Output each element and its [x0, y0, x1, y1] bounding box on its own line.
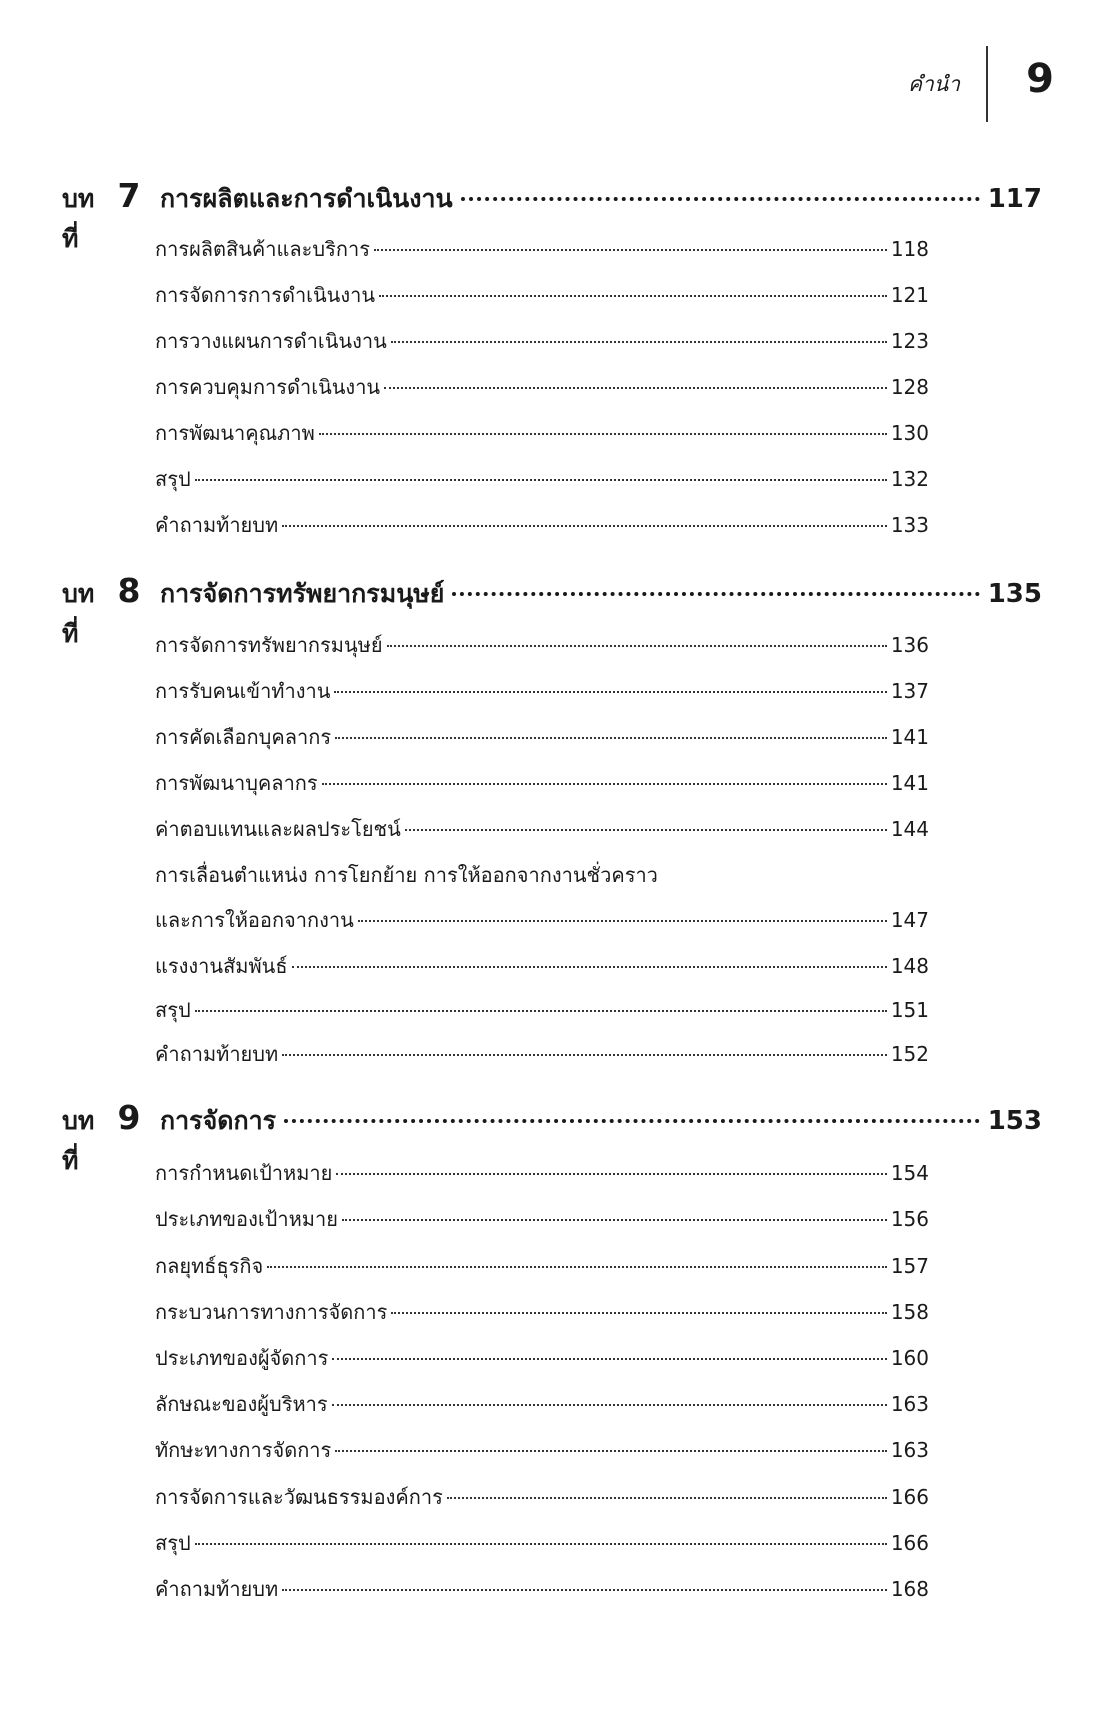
toc-entry	[155, 1342, 929, 1372]
toc-entry	[155, 813, 929, 843]
dot-leader	[292, 966, 887, 968]
running-header-label: คำนำ	[908, 72, 960, 96]
entry-page: 137	[890, 679, 929, 703]
toc-entry	[155, 463, 929, 493]
dot-leader	[447, 1497, 887, 1499]
toc-entry	[155, 1481, 929, 1511]
entry-page: 160	[890, 1346, 929, 1370]
page-number: 9	[1026, 56, 1054, 102]
dot-leader	[374, 249, 887, 251]
entry-title: ลักษณะของผู้บริหาร	[155, 1392, 328, 1416]
entry-page: 158	[890, 1300, 929, 1324]
entry-page: 128	[890, 375, 929, 399]
entry-title: การกำหนดเป้าหมาย	[155, 1161, 333, 1185]
entry-page: 154	[890, 1161, 929, 1185]
entry-page: 157	[890, 1254, 929, 1278]
entry-page: 118	[890, 237, 929, 261]
entry-title: การคัดเลือกบุคลากร	[155, 725, 332, 749]
dot-leader	[335, 1450, 887, 1452]
toc-entry	[155, 371, 929, 401]
entry-title: สรุป	[155, 1531, 191, 1555]
entry-page: 166	[890, 1531, 929, 1555]
chapter-page: 135	[987, 579, 1042, 609]
header-divider	[986, 46, 988, 122]
dot-leader	[282, 1589, 887, 1591]
entry-page: 123	[890, 329, 929, 353]
dot-leader	[319, 433, 887, 435]
entry-title: การพัฒนาบุคลากร	[155, 771, 318, 795]
entry-title: การวางแผนการดำเนินงาน	[155, 329, 387, 353]
dot-leader	[332, 1358, 886, 1360]
entry-page: 133	[890, 513, 929, 537]
entry-title: คำถามท้ายบท	[155, 1577, 279, 1601]
entry-title-line: การเลื่อนตำแหน่ง การโยกย้าย การให้ออกจากงานชั่วคราว	[155, 863, 658, 887]
entry-title: การจัดการและวัฒนธรรมองค์การ	[155, 1485, 443, 1509]
toc-entry	[155, 1157, 929, 1187]
dot-leader	[322, 783, 887, 785]
entry-page: 163	[890, 1438, 929, 1462]
entry-page: 144	[890, 817, 929, 841]
entry-page: 141	[890, 771, 929, 795]
dot-leader	[282, 525, 887, 527]
chapter-word: บทที่	[62, 579, 95, 648]
entry-title: แรงงานสัมพันธ์	[155, 954, 288, 978]
toc-entry	[155, 767, 929, 797]
dot-leader	[267, 1266, 887, 1268]
dot-leader	[391, 341, 887, 343]
toc-entry	[155, 904, 929, 934]
chapter-title: การจัดการ	[160, 1106, 277, 1135]
toc-entry	[155, 417, 929, 447]
dot-leader	[384, 387, 887, 389]
entry-title: กลยุทธ์ธุรกิจ	[155, 1254, 264, 1278]
entry-title: คำถามท้ายบท	[155, 513, 279, 537]
toc-entry	[155, 325, 929, 355]
toc-entry	[155, 1038, 929, 1068]
dot-leader	[461, 197, 980, 201]
entry-title: ทักษะทางการจัดการ	[155, 1438, 332, 1462]
entry-page: 168	[890, 1577, 929, 1601]
toc-entry	[155, 509, 929, 539]
toc-entry	[155, 994, 929, 1024]
entry-page: 132	[890, 467, 929, 491]
toc-entry	[155, 1296, 929, 1326]
dot-leader	[335, 737, 887, 739]
dot-leader	[391, 1312, 886, 1314]
toc-entry	[155, 1527, 929, 1557]
entry-page: 163	[890, 1392, 929, 1416]
entry-page: 152	[890, 1042, 929, 1066]
dot-leader	[452, 592, 979, 596]
entry-title: การผลิตสินค้าและบริการ	[155, 237, 370, 261]
chapter-word: บทที่	[62, 1106, 95, 1175]
dot-leader	[358, 920, 887, 922]
entry-page: 166	[890, 1485, 929, 1509]
chapter-word: บทที่	[62, 184, 95, 253]
entry-page: 136	[890, 633, 929, 657]
entry-title: การจัดการทรัพยากรมนุษย์	[155, 633, 383, 657]
entry-page: 147	[890, 908, 929, 932]
dot-leader	[387, 645, 887, 647]
dot-leader	[336, 1173, 886, 1175]
dot-leader	[405, 829, 887, 831]
entry-title: สรุป	[155, 998, 191, 1022]
toc-entry	[155, 279, 929, 309]
chapter-page: 117	[987, 184, 1042, 214]
chapter-number: 9	[117, 1098, 141, 1137]
toc-entry	[155, 1573, 929, 1603]
dot-leader	[334, 691, 886, 693]
chapter-title: การจัดการทรัพยากรมนุษย์	[160, 579, 445, 608]
entry-title: กระบวนการทางการจัดการ	[155, 1300, 388, 1324]
entry-title: การพัฒนาคุณภาพ	[155, 421, 315, 445]
toc-entry	[155, 1434, 929, 1464]
entry-title: และการให้ออกจากงาน	[155, 908, 354, 932]
toc-entry	[155, 950, 929, 980]
entry-page: 130	[890, 421, 929, 445]
toc-entry	[155, 721, 929, 751]
toc-entry	[155, 629, 929, 659]
entry-title: สรุป	[155, 467, 191, 491]
entry-page: 156	[890, 1207, 929, 1231]
toc-entry	[155, 233, 929, 263]
chapter-title: การผลิตและการดำเนินงาน	[160, 184, 453, 213]
chapter-page: 153	[987, 1106, 1042, 1136]
toc-entry	[155, 675, 929, 705]
entry-page: 141	[890, 725, 929, 749]
entry-title: ค่าตอบแทนและผลประโยชน์	[155, 817, 401, 841]
dot-leader	[284, 1119, 980, 1123]
dot-leader	[195, 479, 887, 481]
dot-leader	[195, 1010, 887, 1012]
chapter-number: 8	[117, 571, 141, 610]
entry-title: ประเภทของผู้จัดการ	[155, 1346, 329, 1370]
toc-entry	[155, 1388, 929, 1418]
chapter-number: 7	[117, 176, 141, 215]
entry-title: คำถามท้ายบท	[155, 1042, 279, 1066]
toc-entry	[155, 1203, 929, 1233]
dot-leader	[195, 1543, 887, 1545]
entry-page: 121	[890, 283, 929, 307]
entry-title: ประเภทของเป้าหมาย	[155, 1207, 338, 1231]
entry-title: การจัดการการดำเนินงาน	[155, 283, 376, 307]
dot-leader	[282, 1054, 887, 1056]
entry-page: 151	[890, 998, 929, 1022]
dot-leader	[332, 1404, 887, 1406]
entry-title: การรับคนเข้าทำงาน	[155, 679, 331, 703]
entry-title: การควบคุมการดำเนินงาน	[155, 375, 381, 399]
toc-entry	[155, 1250, 929, 1280]
entry-page: 148	[890, 954, 929, 978]
dot-leader	[379, 295, 887, 297]
dot-leader	[342, 1219, 887, 1221]
